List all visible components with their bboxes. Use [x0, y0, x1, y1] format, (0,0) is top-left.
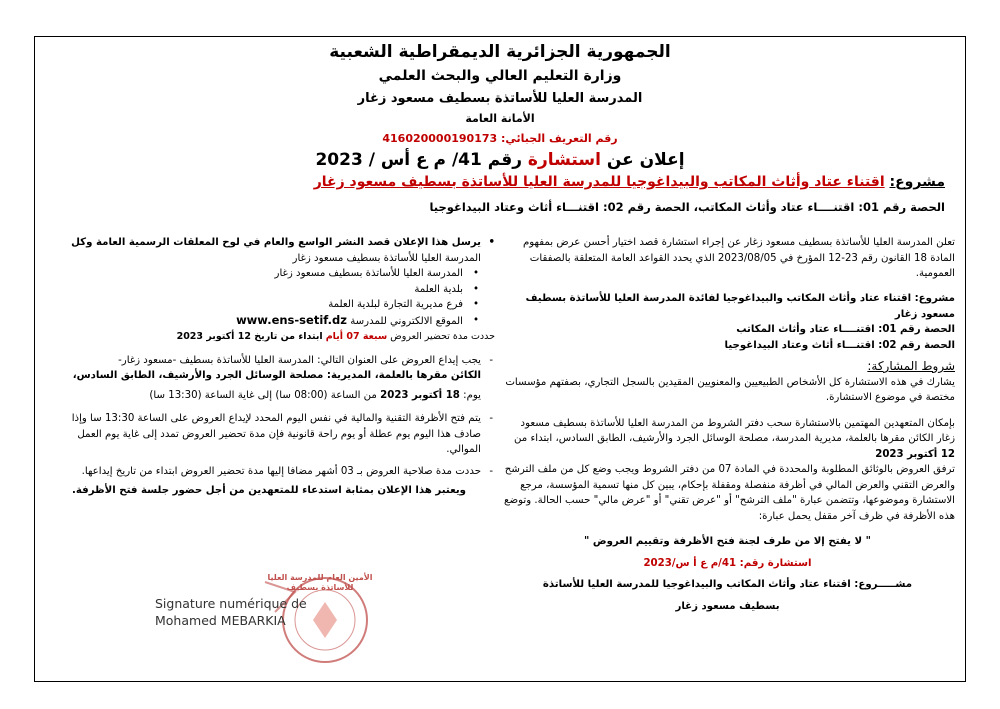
left-column	[43, 235, 495, 499]
tax-id-value: 416020000190173	[382, 132, 498, 145]
conditions-title: شروط المشاركة:	[867, 359, 955, 373]
reference-value: 41/م ع أ س/2023	[643, 557, 737, 569]
lots-line: الحصة رقم 01: اقتنــــاء عتاد وأثاث المكاتب، الحصة رقم 02: اقتنـــاء أثاث وعتاد البيداغوجيا	[429, 200, 945, 214]
announcement-title	[35, 150, 965, 170]
website-label: الموقع الالكتروني للمدرسة	[350, 315, 463, 327]
reference-label: استشارة رقم:	[739, 557, 812, 569]
deposit-line-2: الكائن مقرها بالعلمة، المديرية: مصلحة الوسائل الجرد والأرشيف، الطابق السادس،	[72, 370, 481, 381]
opening-paragraph: - يتم فتح الأظرفة التقنية والمالية في نفس اليوم المحدد لإيداع العروض على الساعة 13:30 سا وإذا صادف هذا اليوم يوم عطلة أو يوم راحة قانونية فإن مدة تحضير العروض تمدد إلى غاية يوم العمل الموالي.	[43, 411, 495, 458]
duration-pre: حددت مدة تحضير العروض	[390, 331, 495, 342]
withdraw-paragraph	[500, 416, 955, 463]
ministry-title: وزارة التعليم العالي والبحث العلمي	[378, 68, 622, 84]
signature-line-1: Signature numérique de	[155, 596, 307, 611]
envelope-project-text: اقتناء عتاد وأثاث المكاتب والبيداغوجيا للمدرسة العليا للأساتذة	[542, 579, 851, 590]
docs-paragraph: ترفق العروض بالوثائق المطلوبة والمحددة في المادة 07 من دفتر الشروط ويجب وضع كل من ملف الترشح والعرض التقني والعرض المالي في أظرفة منفصلة ومقفلة بإحكام، يبين كل منها تسمية المؤسسة، مرجع الاستشارة وموضوعها، وتتضمن عبارة "ملف الترشح" أو "عرض تقني" أو "عرض مالي" حسب الحالة. وتوضع هذه الأظرفة في ظرف آخر مقفل يحمل عبارة:	[504, 464, 955, 522]
project-paragraph	[500, 291, 955, 322]
deposit-date: 18 أكتوبر 2023	[380, 389, 460, 401]
intro-paragraph: تعلن المدرسة العليا للأساتذة بسطيف مسعود زغار عن إجراء استشارة قصد اختيار أحسن عرض بمفهوم المادة 18 القانون رقم 23-12 المؤرخ في 2023/08/05 الذي يحدد القواعد العامة المتعلقة بالصفقات العمومية.	[522, 237, 955, 279]
tax-id-label: رقم التعريف الجبائي:	[501, 132, 618, 145]
announcement-number: رقم 41/ م ع أس / 2023	[315, 150, 522, 170]
project-label: مشروع:	[889, 174, 945, 190]
school-title: المدرسة العليا للأساتذة بسطيف مسعود زغار	[357, 91, 643, 106]
document-frame	[34, 36, 966, 682]
project-heading	[314, 174, 945, 190]
republic-title: الجمهورية الجزائرية الديمقراطية الشعبية	[329, 42, 671, 62]
duration-post: ابتداء من تاريخ 12 أكتوبر 2023	[176, 331, 323, 342]
signature-line-2: Mohamed MEBARKIA	[155, 613, 286, 628]
place-item: • بلدية العلمة	[43, 282, 495, 298]
project-title: اقتناء عتاد وأثاث المكاتب والبيداغوجيا للمدرسة العليا للأساتذة بسطيف مسعود زغار	[313, 174, 885, 190]
invitation-line: ويعتبر هذا الإعلان بمثابة استدعاء للمتعهدين من أجل حضور جلسة فتح الأظرفة.	[72, 485, 466, 496]
project-paragraph-text: اقتناء عتاد وأثاث المكاتب والبيداغوجيا لفائدة المدرسة العليا للأساتذة بسطيف مسعود زغار	[525, 293, 955, 320]
lot1-text: اقتنــــاء عتاد وأثاث المكاتب	[736, 324, 875, 335]
duration-line	[43, 329, 495, 345]
envelope-reference	[500, 556, 955, 572]
envelope-quote: " لا يفتح إلا من طرف لجنة فتح الأظرفة وتقييم العروض "	[584, 536, 871, 547]
place-item: • فرع مديرية التجارة لبلدية العلمة	[43, 297, 495, 313]
place-item-website	[43, 313, 495, 330]
digital-signature	[155, 595, 307, 629]
secretariat-title: الأمانة العامة	[465, 112, 535, 125]
publish-intro: • يرسل هذا الإعلان قصد النشر الواسع والعام في لوح المعلقات الرسمية العامة وكل	[43, 235, 495, 251]
lot2-line	[500, 338, 955, 354]
announcement-consultation: استشارة	[527, 150, 601, 170]
tax-id	[35, 132, 965, 145]
project-paragraph-label: مشروع:	[914, 293, 955, 304]
conditions-text: يشارك في هذه الاستشارة كل الأشخاص الطبيعيين والمعنويين المقيدين بالسجل التجاري، بصفتهم مؤسسات مختصة في موضوع الاستشارة.	[505, 376, 955, 403]
validity-paragraph: - حددت مدة صلاحية العروض بـ 03 أشهر مضافا إليها مدة تحضير العروض ابتداء من تاريخ إيداعها.	[43, 464, 495, 480]
deposit-line-3	[43, 388, 495, 404]
withdraw-date: 12 أكتوبر 2023	[875, 448, 955, 460]
lot1-line	[500, 322, 955, 338]
withdraw-text: بإمكان المتعهدين المهتمين بالاستشارة سحب دفتر الشروط من المدرسة العليا للأساتذة بسطيف مسعود زغار الكائن مقرها بالعلمة، مديرية المدرسة، مصلحة الوسائل الجرد والأرشيف، الطابق السادس، ابتداء من	[514, 417, 955, 444]
deposit-hours: من الساعة (08:00 سا) إلى غاية الساعة (13:30 سا)	[149, 389, 377, 401]
lot1-label: الحصة رقم 01:	[878, 324, 955, 335]
envelope-place: بسطيف مسعود زغار	[675, 600, 780, 612]
right-column	[500, 235, 955, 614]
deposit-day-label: يوم:	[463, 389, 481, 401]
duration-value: سبعة 07 أيام	[325, 331, 388, 342]
announcement-prefix: إعلان عن	[606, 150, 685, 170]
publish-intro-2: المدرسة العليا للأساتذة بسطيف مسعود زغار	[292, 252, 481, 264]
stamp-title: الأمين العام للمدرسة العليا للأساتذة بسطيف	[267, 573, 373, 592]
deposit-line-1: - يجب إيداع العروض على العنوان التالي: المدرسة العليا للأساتذة بسطيف -مسعود زغار-	[43, 353, 495, 369]
website-link[interactable]: www.ens-setif.dz	[236, 312, 347, 327]
envelope-project	[500, 577, 955, 593]
envelope-project-label: مشـــــروع:	[854, 579, 913, 590]
lot2-label: الحصة رقم 02:	[878, 339, 955, 351]
place-item: • المدرسة العليا للأساتذة بسطيف مسعود زغار	[43, 266, 495, 282]
lot2-text: اقتنـــاء أثاث وعتاد البيداغوجيا	[724, 339, 875, 351]
